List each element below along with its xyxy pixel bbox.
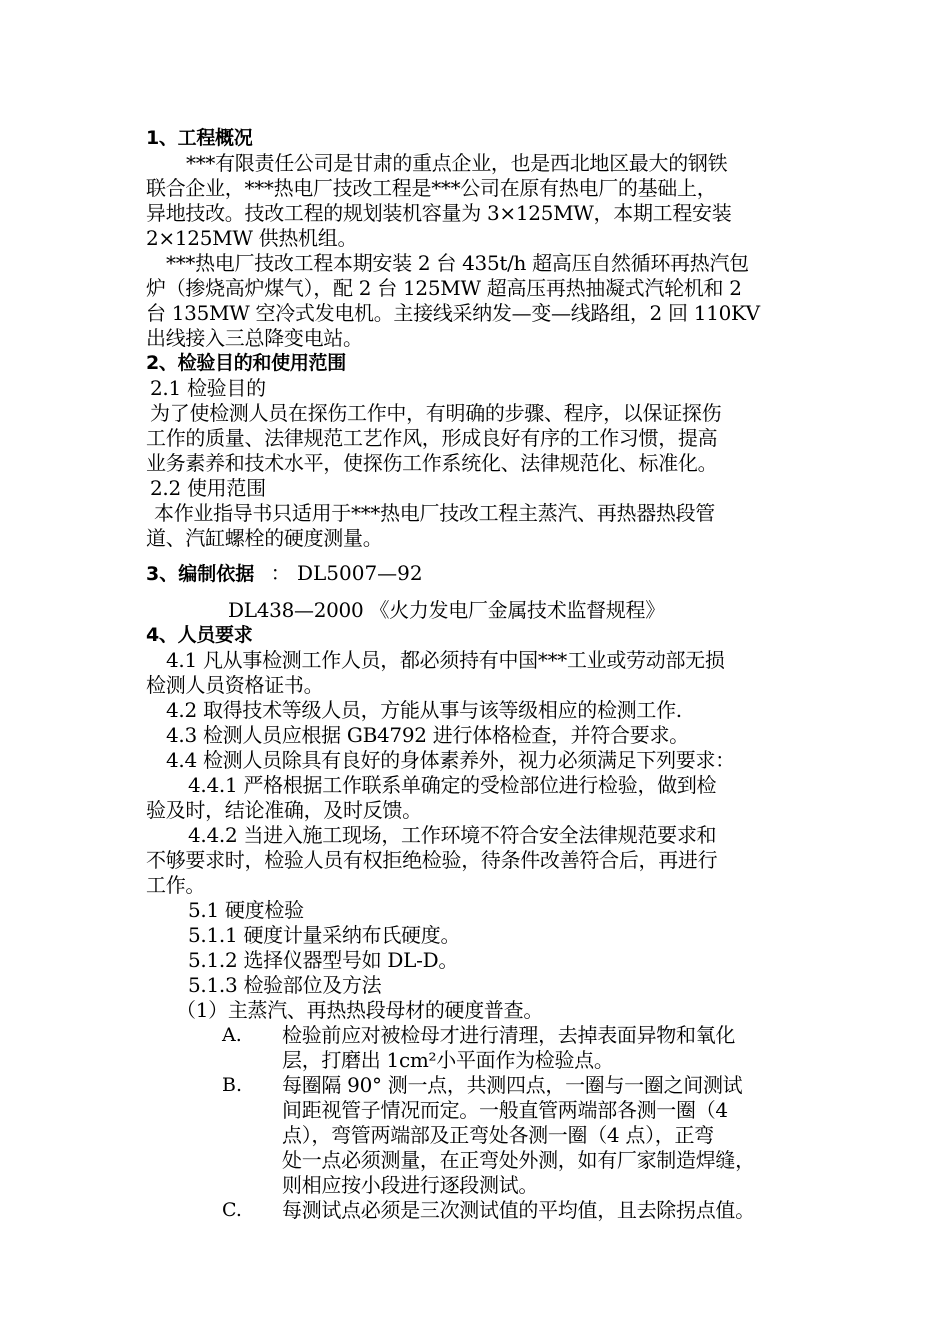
item-4-4-2-line-3: 工作。 bbox=[146, 873, 206, 897]
list-b-line-1: 每圈隔 90° 测一点，共测四点，一圈与一圈之间测试 bbox=[282, 1073, 743, 1097]
section-3-heading: 3、编制依据 bbox=[146, 563, 255, 585]
list-b-line-4: 处一点必须测量，在正弯处外测，如有厂家制造焊缝， bbox=[282, 1148, 755, 1172]
section-1-heading: 1、工程概况 bbox=[146, 127, 253, 149]
section-1-para-1-line-4: 2×125MW 供热机组。 bbox=[146, 226, 358, 250]
section-1-para-2-line-4: 出线接入三总降变电站。 bbox=[146, 326, 363, 350]
list-b-line-5: 则相应按小段进行逐段测试。 bbox=[282, 1173, 539, 1197]
item-paren-1: （1）主蒸汽、再热热段母材的硬度普查。 bbox=[176, 998, 544, 1022]
section-3-line bbox=[146, 560, 423, 587]
section-1-para-1-line-3: 异地技改。技改工程的规划装机容量为 3×125MW，本期工程安装 bbox=[146, 201, 732, 225]
list-a-line-1: 检验前应对被检母才进行清理，去掉表面异物和氧化 bbox=[282, 1023, 736, 1047]
list-marker-b: B. bbox=[222, 1074, 243, 1096]
section-1-para-2-line-3: 台 135MW 空冷式发电机。主接线采纳发—变—线路组，2 回 110KV bbox=[146, 301, 760, 325]
item-5-1-3: 5.1.3 检验部位及方法 bbox=[188, 973, 382, 997]
section-1-para-1-line-2: 联合企业，***热电厂技改工程是***公司在原有热电厂的基础上， bbox=[146, 176, 717, 200]
list-c-line-1: 每测试点必须是三次测试值的平均值，且去除拐点值。 bbox=[282, 1198, 755, 1222]
section-2-1-line-2: 工作的质量、法律规范工艺作风，形成良好有序的工作习惯，提高 bbox=[146, 426, 718, 450]
item-5-1-1: 5.1.1 硬度计量采纳布氏硬度。 bbox=[188, 923, 461, 947]
section-2-1-line-1: 为了使检测人员在探伤工作中，有明确的步骤、程序，以保证探伤 bbox=[150, 401, 722, 425]
list-marker-a: A. bbox=[222, 1024, 242, 1046]
item-4-2: 4.2 取得技术等级人员，方能从事与该等级相应的检测工作. bbox=[166, 698, 682, 722]
section-2-1-line-3: 业务素养和技术水平，使探伤工作系统化、法律规范化、标准化。 bbox=[146, 451, 718, 475]
item-4-4-2-line-2: 不够要求时，检验人员有权拒绝检验，待条件改善符合后，再进行 bbox=[146, 848, 718, 872]
item-4-1-line-1: 4.1 凡从事检测工作人员，都必须持有中国***工业或劳动部无损 bbox=[166, 648, 725, 672]
section-4-heading: 4、人员要求 bbox=[146, 624, 253, 646]
list-marker-c: C. bbox=[222, 1199, 242, 1221]
item-4-4-2-line-1: 4.4.2 当进入施工现场，工作环境不符合安全法律规范要求和 bbox=[188, 823, 717, 847]
item-5-1-2: 5.1.2 选择仪器型号如 DL-D。 bbox=[188, 948, 459, 972]
list-b-line-2: 间距视管子情况而定。一般直管两端部各测一圈（4 bbox=[282, 1098, 728, 1122]
section-3-separator: ： bbox=[270, 561, 291, 585]
item-4-4-1-line-1: 4.4.1 严格根据工作联系单确定的受检部位进行检验，做到检 bbox=[188, 773, 717, 797]
item-4-1-line-2: 检测人员资格证书。 bbox=[146, 673, 324, 697]
section-2-2-line-2: 道、汽缸螺栓的硬度测量。 bbox=[146, 526, 383, 550]
item-4-3: 4.3 检测人员应根据 GB4792 进行体格检查，并符合要求。 bbox=[166, 723, 689, 747]
item-5-1: 5.1 硬度检验 bbox=[188, 898, 304, 922]
item-4-4: 4.4 检测人员除具有良好的身体素养外，视力必须满足下列要求： bbox=[166, 748, 735, 772]
section-2-heading: 2、检验目的和使用范围 bbox=[146, 352, 346, 374]
section-1-para-1-line-1: ***有限责任公司是甘肃的重点企业，也是西北地区最大的钢铁 bbox=[186, 151, 728, 175]
section-3-ref-2: DL438—2000 《火力发电厂金属技术监督规程》 bbox=[228, 598, 665, 622]
section-3-ref-1: DL5007—92 bbox=[296, 561, 423, 585]
item-4-4-1-line-2: 验及时，结论准确，及时反馈。 bbox=[146, 798, 422, 822]
section-2-2-title: 2.2 使用范围 bbox=[150, 476, 266, 500]
section-1-para-2-line-1: ***热电厂技改工程本期安装 2 台 435t/h 超高压自然循环再热汽包 bbox=[166, 251, 749, 275]
section-2-2-line-1: 本作业指导书只适用于***热电厂技改工程主蒸汽、再热器热段管 bbox=[154, 501, 715, 525]
section-1-para-2-line-2: 炉（掺烧高炉煤气），配 2 台 125MW 超高压再热抽凝式汽轮机和 2 bbox=[146, 276, 742, 300]
list-a-line-2: 层，打磨出 1cm²小平面作为检验点。 bbox=[282, 1048, 614, 1072]
list-b-line-3: 点），弯管两端部及正弯处各测一圈（4 点），正弯 bbox=[282, 1123, 714, 1147]
section-2-1-title: 2.1 检验目的 bbox=[150, 376, 266, 400]
